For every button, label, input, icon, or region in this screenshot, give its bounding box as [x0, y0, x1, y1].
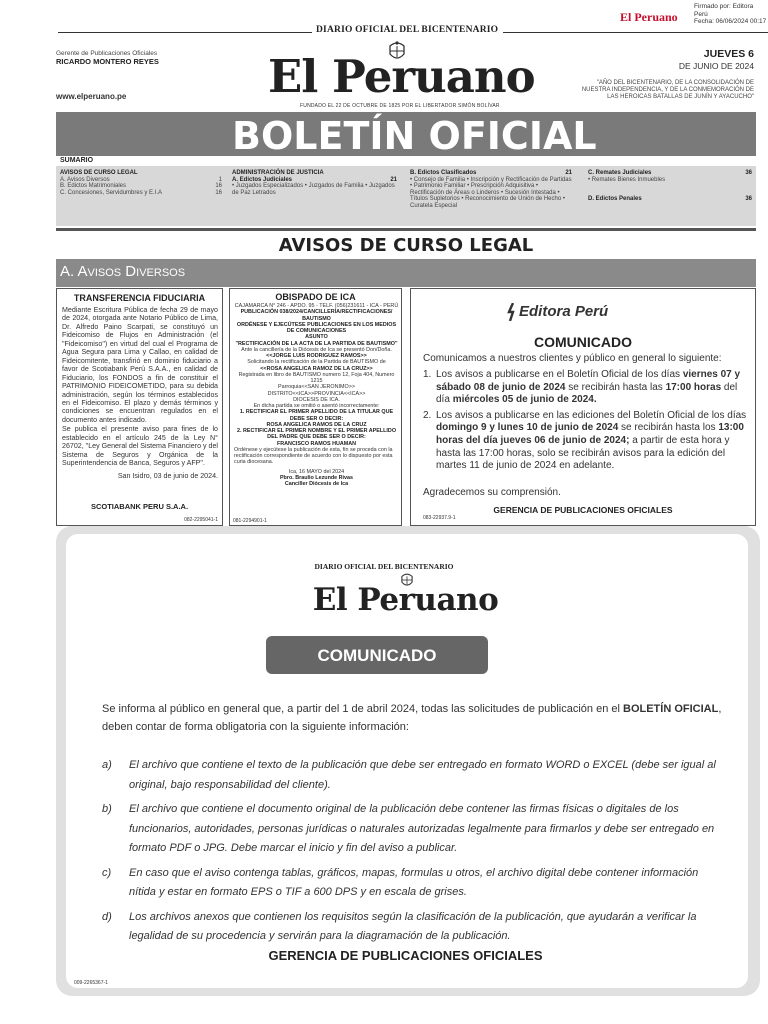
signature-line: Firmado por: Editora	[694, 3, 754, 10]
aviso-line: PUBLICACIÓN 038/2024/CANCILLERÍA/RECTIFICACIONES/ BAUTISMO	[240, 309, 393, 322]
editora-peru-icon	[507, 303, 517, 321]
signature-line: Fecha: 06/06/2024 00:17	[694, 18, 767, 25]
aviso-line: ORDÉNESE Y EJECÚTESE PUBLICACIONES EN LOS MEDIOS DE COMUNICACIONES	[236, 321, 397, 334]
sumario-col-avisos	[60, 170, 222, 196]
aviso-line: DISTRITO<<ICA>>PROVINCIA<<ICA>>	[267, 390, 366, 397]
el-peruano-logo: El Peruano	[268, 50, 535, 103]
sumario-col-remates	[588, 170, 752, 203]
sumario-item[interactable]: B. Edictos Matrimoniales 16	[60, 183, 222, 190]
sumario-item[interactable]: D. Edictos Penales 36	[588, 196, 752, 203]
sumario-col-justicia	[232, 170, 397, 196]
boletin-banner	[56, 112, 756, 156]
sumario-text: • Consejo de Familia • Inscripción y Rectificación de Partidas • Patrimonio Familiar • Prescripción Adquisitiva • Rectificación de Áreas o Linderos • Sucesión Intestada • Títulos Supletorios • Reconocimiento de Unión de Hecho • Curatela Especial	[410, 176, 572, 209]
el-peruano-logo: El Peruano	[312, 582, 499, 618]
comunicado-editora	[410, 288, 756, 526]
anio-motto: "AÑO DEL BICENTENARIO, DE LA CONSOLIDACIÓN DE NUESTRA INDEPENDENCIA, Y DE LA CONMEMORACIÓN DE LAS HEROICAS BATALLAS DE JUNÍN Y AYACUCHO"	[581, 80, 754, 100]
aviso-line: Ordénese y ejecútese la publicación de esta, fin se proceda con la rectificación correspondiente de acuerdo con lo dispuesto por esta curia diocesana.	[234, 446, 393, 466]
aviso-body	[234, 303, 399, 487]
issue-date: DE JUNIO DE 2024	[678, 61, 754, 71]
sumario-title: SUMARIO	[60, 157, 94, 164]
aviso-line: Ica, 16 MAYO del 2024	[288, 468, 345, 475]
aviso-line: Canciller Diócesis de Ica	[284, 481, 349, 487]
aviso-line: Solicitando la rectificación de la Partida de BAUTISMO de	[247, 359, 386, 366]
aviso-title: OBISPADO DE ICA	[275, 292, 356, 302]
boletin-title: BOLETÍN OFICIAL	[232, 114, 597, 158]
diario-label: DIARIO OFICIAL DEL BICENTENARIO	[314, 562, 454, 571]
aviso-line: <<JORGE LUIS RODRIGUEZ RAMOS>>	[266, 353, 367, 359]
issue-day: JUEVES 6	[703, 48, 754, 60]
requirements-list	[102, 756, 722, 952]
diario-rule	[58, 25, 768, 36]
fundado-line: FUNDADO EL 22 DE OCTUBRE DE 1825 POR EL LIBERTADOR SIMÓN BOLÍVAR	[300, 103, 500, 109]
sumario-heading: AVISOS DE CURSO LEGAL	[60, 170, 138, 176]
signature-logo: El Peruano	[620, 10, 678, 24]
sumario-text: • Remates Bienes Inmuebles	[588, 176, 666, 183]
aviso-transferencia	[56, 288, 223, 526]
comunicado-thanks: Agradecemos su comprensión.	[423, 487, 561, 498]
aviso-code: 081-2294901-1	[233, 518, 267, 524]
signature-text	[694, 3, 766, 26]
website-link[interactable]: www.elperuano.pe	[56, 92, 127, 101]
aviso-line: ROSA ANGELICA RAMOS DE LA CRUZ	[266, 421, 367, 428]
aviso-line: CAJAMARCA N° 246 - APDO. 95 - TELF. (056)231611 - ICA - PERÚ	[234, 303, 399, 309]
aviso-line: Registrada en libro de BAUTISMO numero 12, Foja 404, Numero 1215	[238, 371, 395, 384]
digital-signature	[620, 3, 768, 23]
list-item: a) El archivo que contiene el texto de la publicación que debe ser entregado en formato WORD o EXCEL (debe ser igual al original, bajo responsabilidad del cliente).	[102, 759, 716, 791]
aviso-line: FRANCISCO RAMOS HUAMAN	[276, 440, 357, 447]
list-item: 2. Los avisos a publicarse en las ediciones del Boletín Oficial de los días domingo 9 y lunes 10 de junio de 2024 se recibirán hasta los 13:00 horas del día jueves 06 de junio de 2024; a partir de esta hora y hasta las 17:00 horas, solo se recibirán avisos para la edición del martes 11 de junio de 2024 en adelante.	[423, 409, 747, 472]
sumario-col-clasificados	[410, 170, 572, 210]
aviso-body	[62, 306, 218, 480]
aviso-signer: SCOTIABANK PERU S.A.A.	[90, 502, 189, 511]
sumario-item[interactable]: C. Concesiones, Servidumbres y E.I.A 16	[60, 189, 222, 196]
subsection-bar	[56, 259, 756, 287]
comunicado-intro: Se informa al público en general que, a partir del 1 de abril 2024, todas las solicitudes de publicación en el BOLETÍN OFICIAL, deben contar de forma obligatoria con la siguiente información:	[102, 703, 722, 733]
comunicado-list	[423, 369, 749, 476]
aviso-obispado	[229, 288, 402, 526]
aviso-line: Pbro. Braulio Lezunde Rivas	[279, 474, 354, 481]
list-item: 1. Los avisos a publicarse en el Boletín Oficial de los días viernes 07 y sábado 08 de junio de 2024 se recibirán hasta las 17:00 horas del día miércoles 05 de junio de 2024.	[423, 369, 741, 406]
aviso-line: Ante la cancillería de la Diócesis de Ica se presentó Don/Doña.	[241, 346, 392, 353]
sumario-item[interactable]: B. Edictos Clasificados 21	[410, 170, 572, 176]
aviso-line: "RECTIFICACIÓN DE LA ACTA DE LA PARTIDA DE BAUTISMO"	[235, 340, 398, 347]
aviso-line: 1. RECTIFICAR EL PRIMER APELLIDO DE LA TITULAR QUE DEBE SER O DECIR:	[239, 409, 394, 422]
diario-label: DIARIO OFICIAL DEL BICENTENARIO	[316, 25, 499, 35]
list-item: b) El archivo que contiene el documento original de la publicación debe contener las firmas físicas o digitales de los funcionarios, autoridades, personas jurídicas o naturales autorizadas legalmente para firmarlos y debe ser entregado en formato PDF o JPG. Debe marcar el inicio y fin del aviso a publicar.	[102, 803, 715, 854]
aviso-paragraph: Mediante Escritura Pública de fecha 29 de mayo de 2024, otorgada ante Notario Público de Lima, Dr. Alfredo Paino Scarpati, se constituyó un Fideicomiso de Flujos en Administración (el "Fideicomiso") en virtud del cual el Programa de Agua Segura para Lima y Callao, en calidad de Fideicomitente, transfirió en dominio fiduciario a favor de Scotiabank Perú S.A.A., en calidad de Fiduciario, los FONDOS a fin de constituir el PATRIMONIO FIDEICOMETIDO, para su debida administración, según los términos establecidos en el Fideicomiso. El plazo y demás términos y condiciones se encuentran regulados en el documento antes indicado.	[62, 306, 218, 424]
sumario-item[interactable]: C. Remates Judiciales 36	[588, 170, 752, 176]
aviso-code: 083-22937.9-1	[423, 515, 456, 521]
aviso-line: ASUNTO	[305, 334, 328, 341]
aviso-line: DIOCESIS DE ICA.	[293, 396, 340, 403]
comunicado-title: COMUNICADO	[317, 646, 437, 665]
aviso-line: Parroquia<<SAN JERONIMO>>	[278, 384, 355, 391]
sumario-box	[56, 166, 756, 226]
aviso-line: 2. RECTIFICAR EL PRIMER NOMBRE Y EL PRIMER APELLIDO DEL PADRE QUE DEBE SER O DECIR:	[236, 428, 397, 441]
gerente-name: RICARDO MONTERO REYES	[56, 57, 159, 66]
comunicado-title: COMUNICADO	[534, 334, 632, 350]
signature-line: Perú	[694, 10, 708, 18]
aviso-line: <<ROSA ANGELICA RAMOZ DE LA CRUZ>>	[260, 365, 373, 372]
subsection-title: A. Avisos Diversos	[60, 263, 186, 280]
aviso-paragraph: Se publica el presente aviso para fines de lo establecido en el artículo 245 de la Ley N° 26702, "Ley General del Sistema Financiero y del Sistema de Seguros y Orgánica de la Superintendencia de Banca, Seguros y AFP".	[62, 425, 218, 468]
aviso-title: TRANSFERENCIA FIDUCIARIA	[73, 293, 206, 303]
section-title: AVISOS DE CURSO LEGAL	[278, 235, 534, 256]
aviso-date: San Isidro, 03 de junio de 2024.	[117, 471, 218, 480]
list-item: d) Los archivos anexos que contienen los requisitos según la clasificación de la publicación, que ayudarán a verificar la legalidad de su procedencia y servirán para la diagramación de la publicación.	[102, 910, 697, 942]
aviso-line: En dicha partida se omitió o asentó incorrectamente:	[253, 403, 380, 409]
sumario-item[interactable]: A. Edictos Judiciales 21	[232, 176, 397, 183]
comunicado-intro: Comunicamos a nuestros clientes y público en general lo siguiente:	[423, 353, 722, 364]
comunicado-signer: GERENCIA DE PUBLICACIONES OFICIALES	[493, 505, 673, 515]
sumario-text: • Juzgados Especializados • Juzgados de Familia • Juzgados de Paz Letrados	[232, 183, 395, 196]
aviso-code: 082-2295041-1	[184, 517, 218, 523]
comunicado-badge	[266, 636, 488, 674]
aviso-code: 009-2265367-1	[74, 980, 108, 986]
sumario-heading: ADMINISTRACIÓN DE JUSTICIA	[232, 170, 324, 176]
gerente-block	[56, 50, 159, 67]
comunicado-signer: GERENCIA DE PUBLICACIONES OFICIALES	[268, 948, 543, 963]
gerente-label: Gerente de Publicaciones Oficiales	[56, 50, 158, 57]
editora-peru-logo: Editora Perú	[519, 303, 609, 320]
list-item: c) En caso que el aviso contenga tablas, gráficos, mapas, formulas u otros, el archivo digital debe contener información nítida y estar en formato EPS o TIF a 600 DPS y en escala de grises.	[102, 866, 699, 898]
section-heading	[56, 228, 756, 258]
sumario-item[interactable]: A. Avisos Diversos 1	[60, 176, 222, 183]
